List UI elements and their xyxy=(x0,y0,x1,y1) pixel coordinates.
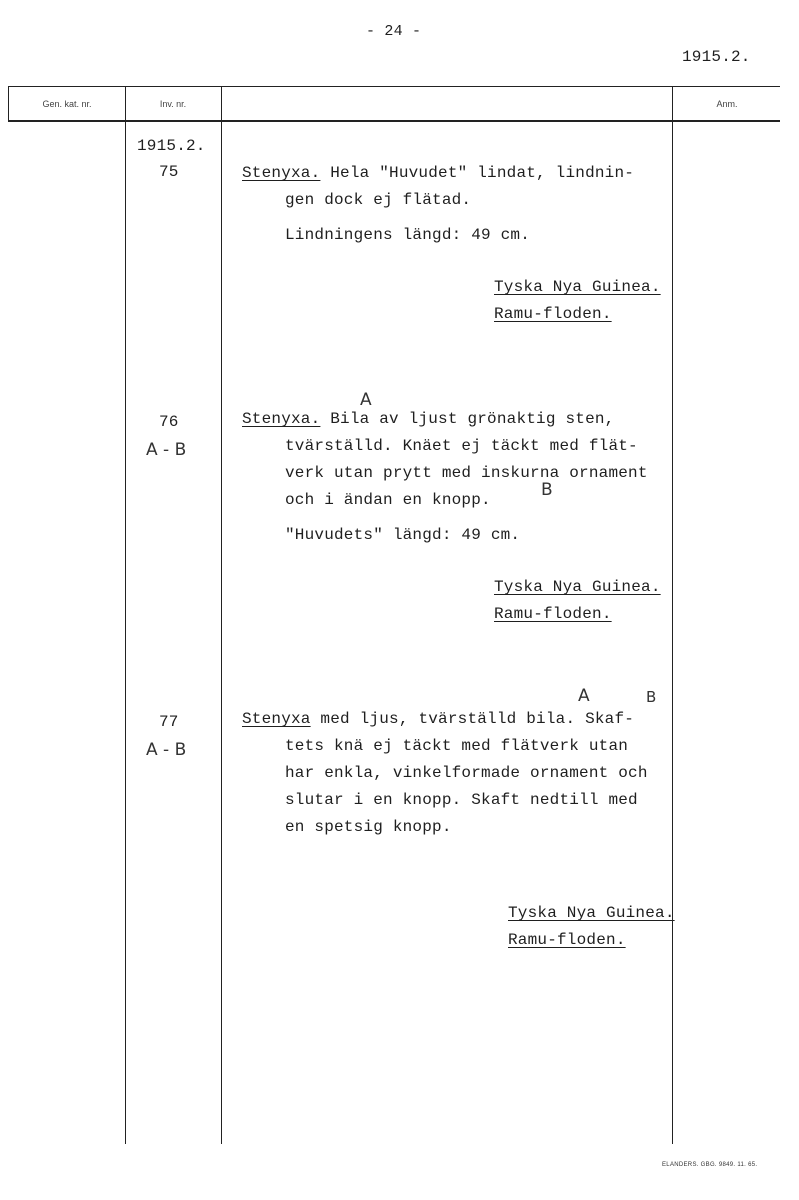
handwritten-note-b: B xyxy=(541,480,553,500)
column-header-anm: Anm. xyxy=(716,99,738,109)
entry-text-line: tets knä ej täckt med flätverk utan xyxy=(285,737,629,755)
column-divider-2 xyxy=(125,86,126,1144)
printer-imprint: ELANDERS. GBG. 9849. 11. 65. xyxy=(662,1162,758,1168)
location-river: Ramu-floden. xyxy=(494,605,612,623)
entry-text-line: en spetsig knopp. xyxy=(285,818,452,836)
entry-text-rest: med ljus, tvärställd bila. Skaf- xyxy=(310,710,635,728)
entry-text-line: verk utan prytt med inskurna ornament xyxy=(285,464,648,482)
entry-text-line: slutar i en knopp. Skaft nedtill med xyxy=(285,791,638,809)
year-reference: 1915.2. xyxy=(682,48,751,66)
entry-text-line: tvärställd. Knäet ej täckt med flät- xyxy=(285,437,638,455)
object-name: Stenyxa. xyxy=(242,164,321,182)
column-divider-1 xyxy=(8,86,9,120)
location-region: Tyska Nya Guinea. xyxy=(494,278,661,296)
object-name: Stenyxa xyxy=(242,710,311,728)
handwritten-mark: A - B xyxy=(146,440,187,460)
handwritten-note-a: A xyxy=(360,390,372,410)
entry-text-line xyxy=(242,706,634,733)
entry-year: 1915.2. xyxy=(137,137,206,155)
location-region: Tyska Nya Guinea. xyxy=(494,578,661,596)
inventory-number: 76 xyxy=(159,413,179,431)
location-river: Ramu-floden. xyxy=(508,931,626,949)
object-name: Stenyxa. xyxy=(242,410,321,428)
location-region: Tyska Nya Guinea. xyxy=(508,904,675,922)
column-divider-4 xyxy=(672,86,673,1144)
table-top-rule xyxy=(8,86,780,87)
handwritten-note-b: B xyxy=(646,688,657,706)
entry-text-rest: Bila av ljust grönaktig sten, xyxy=(320,410,615,428)
table-header-rule xyxy=(8,120,780,122)
location-river: Ramu-floden. xyxy=(494,305,612,323)
entry-text-line: gen dock ej flätad. xyxy=(285,191,472,209)
handwritten-note-a: A xyxy=(578,686,590,706)
column-header-inv: Inv. nr. xyxy=(159,99,187,109)
handwritten-mark: A - B xyxy=(146,740,187,760)
entry-text-line xyxy=(242,406,614,433)
column-divider-3 xyxy=(221,86,222,1144)
entry-text-rest: Hela "Huvudet" lindat, lindnin- xyxy=(320,164,635,182)
entry-measurement: "Huvudets" längd: 49 cm. xyxy=(285,526,521,544)
inventory-number: 75 xyxy=(159,163,179,181)
entry-measurement: Lindningens längd: 49 cm. xyxy=(285,226,531,244)
inventory-number: 77 xyxy=(159,713,179,731)
column-header-gen-kat: Gen. kat. nr. xyxy=(42,99,92,109)
entry-text-line xyxy=(242,160,634,187)
page-number: - 24 - xyxy=(366,23,422,40)
entry-text-line: och i ändan en knopp. xyxy=(285,491,491,509)
entry-text-line: har enkla, vinkelformade ornament och xyxy=(285,764,648,782)
